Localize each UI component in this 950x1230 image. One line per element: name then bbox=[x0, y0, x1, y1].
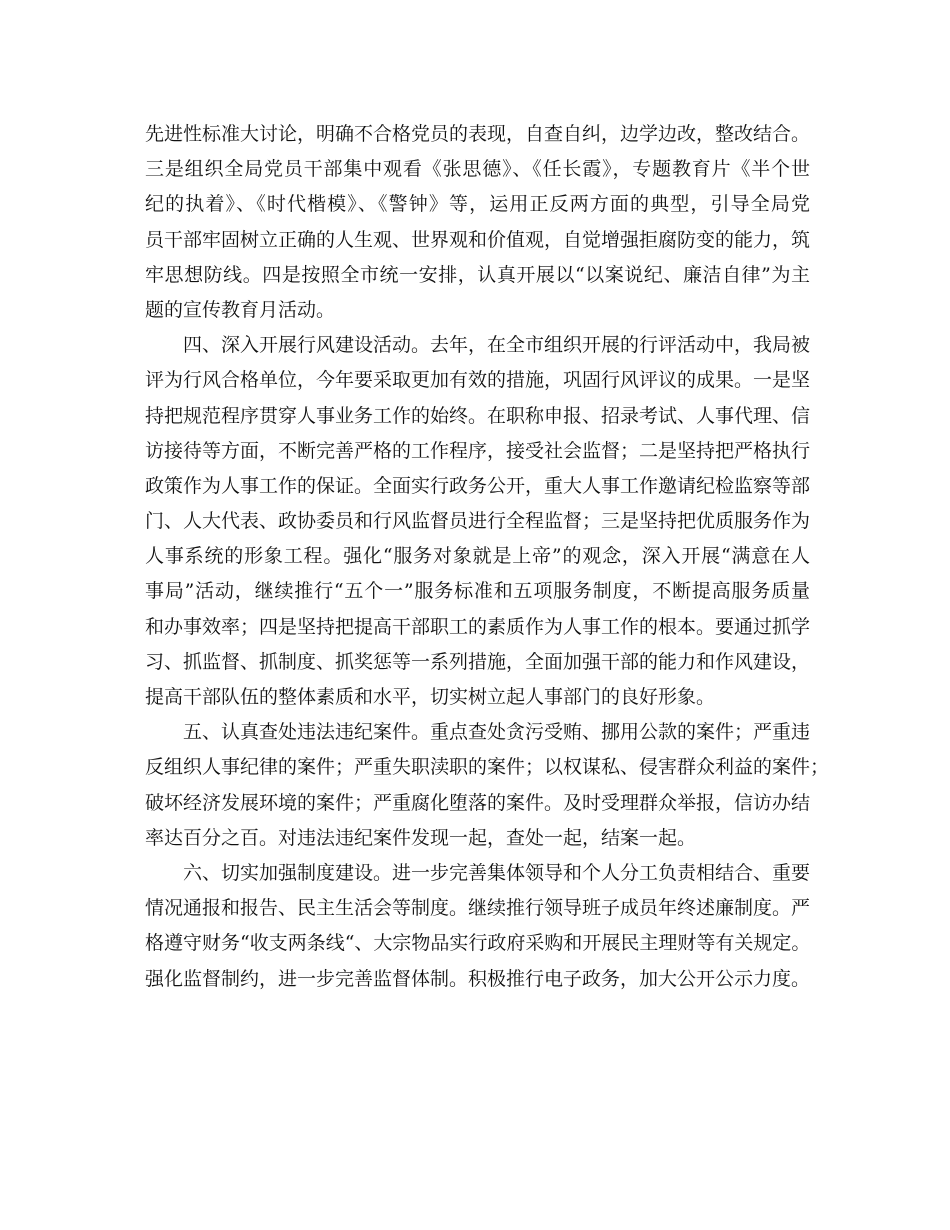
para-continuation-section-three bbox=[145, 117, 810, 328]
text-line: 率达百分之百。对违法违纪案件发现一起，查处一起，结案一起。 bbox=[145, 826, 697, 849]
text-line: 强化监督制约，进一步完善监督体制。积极推行电子政务，加大公开公示力度。 bbox=[145, 967, 811, 990]
text-line: 五、认真查处违法违纪案件。重点查处贪污受贿、挪用公款的案件；严重违 bbox=[183, 721, 811, 744]
text-line: 人事系统的形象工程。强化“服务对象就是上帝”的观念，深入开展“满意在人 bbox=[145, 545, 810, 568]
text-line: 六、切实加强制度建设。进一步完善集体领导和个人分工负责相结合、重要 bbox=[183, 861, 811, 884]
text-line: 反组织人事纪律的案件；严重失职渎职的案件；以权谋私、侵害群众利益的案件； bbox=[145, 756, 830, 779]
text-line: 格遵守财务“收支两条线“、大宗物品实行政府采购和开展民主理财等有关规定。 bbox=[145, 932, 811, 955]
text-line: 纪的执着》、《时代楷模》、《警钟》等，运用正反两方面的典型，引导全局党 bbox=[145, 193, 810, 216]
text-line: 持把规范程序贯穿人事业务工作的始终。在职称申报、招录考试、人事代理、信 bbox=[145, 404, 811, 427]
text-line: 题的宣传教育月活动。 bbox=[145, 298, 336, 321]
text-line: 提高干部队伍的整体素质和水平，切实树立起人事部门的良好形象。 bbox=[145, 686, 716, 708]
text-line: 先进性标准大讨论，明确不合格党员的表现，自查自纠，边学边改，整改结合。 bbox=[145, 123, 811, 145]
text-line: 评为行风合格单位，今年要采取更加有效的措施，巩固行风评议的成果。一是坚 bbox=[145, 369, 811, 392]
text-line: 牢思想防线。四是按照全市统一安排，认真开展以“以案说纪、廉洁自律”为主 bbox=[145, 263, 810, 286]
text-line: 三是组织全局党员干部集中观看《张思德》、《任长霞》，专题教育片《半个世 bbox=[145, 158, 810, 181]
text-line: 事局”活动，继续推行“五个一”服务标准和五项服务制度，不断提高服务质量 bbox=[145, 580, 810, 603]
para-section-six bbox=[145, 856, 810, 997]
text-line: 员干部牢固树立正确的人生观、世界观和价值观，自觉增强拒腐防变的能力，筑 bbox=[145, 228, 811, 251]
text-line: 破坏经济发展环境的案件；严重腐化堕落的案件。及时受理群众举报，信访办结 bbox=[145, 791, 811, 814]
text-line: 四、深入开展行风建设活动。去年，在全市组织开展的行评活动中，我局被 bbox=[183, 334, 811, 357]
document-body bbox=[145, 117, 830, 997]
para-section-four bbox=[145, 328, 810, 715]
text-line: 门、人大代表、政协委员和行风监督员进行全程监督；三是坚持把优质服务作为 bbox=[145, 510, 811, 533]
para-section-five bbox=[145, 715, 830, 856]
text-line: 访接待等方面，不断完善严格的工作程序，接受社会监督；二是坚持把严格执行 bbox=[145, 439, 811, 462]
text-line: 习、抓监督、抓制度、抓奖惩等一系列措施，全面加强干部的能力和作风建设， bbox=[145, 650, 811, 673]
text-line: 和办事效率；四是坚持把提高干部职工的素质作为人事工作的根本。要通过抓学 bbox=[145, 615, 811, 638]
text-line: 政策作为人事工作的保证。全面实行政务公开，重大人事工作邀请纪检监察等部 bbox=[145, 474, 811, 497]
text-line: 情况通报和报告、民主生活会等制度。继续推行领导班子成员年终述廉制度。严 bbox=[145, 897, 811, 920]
